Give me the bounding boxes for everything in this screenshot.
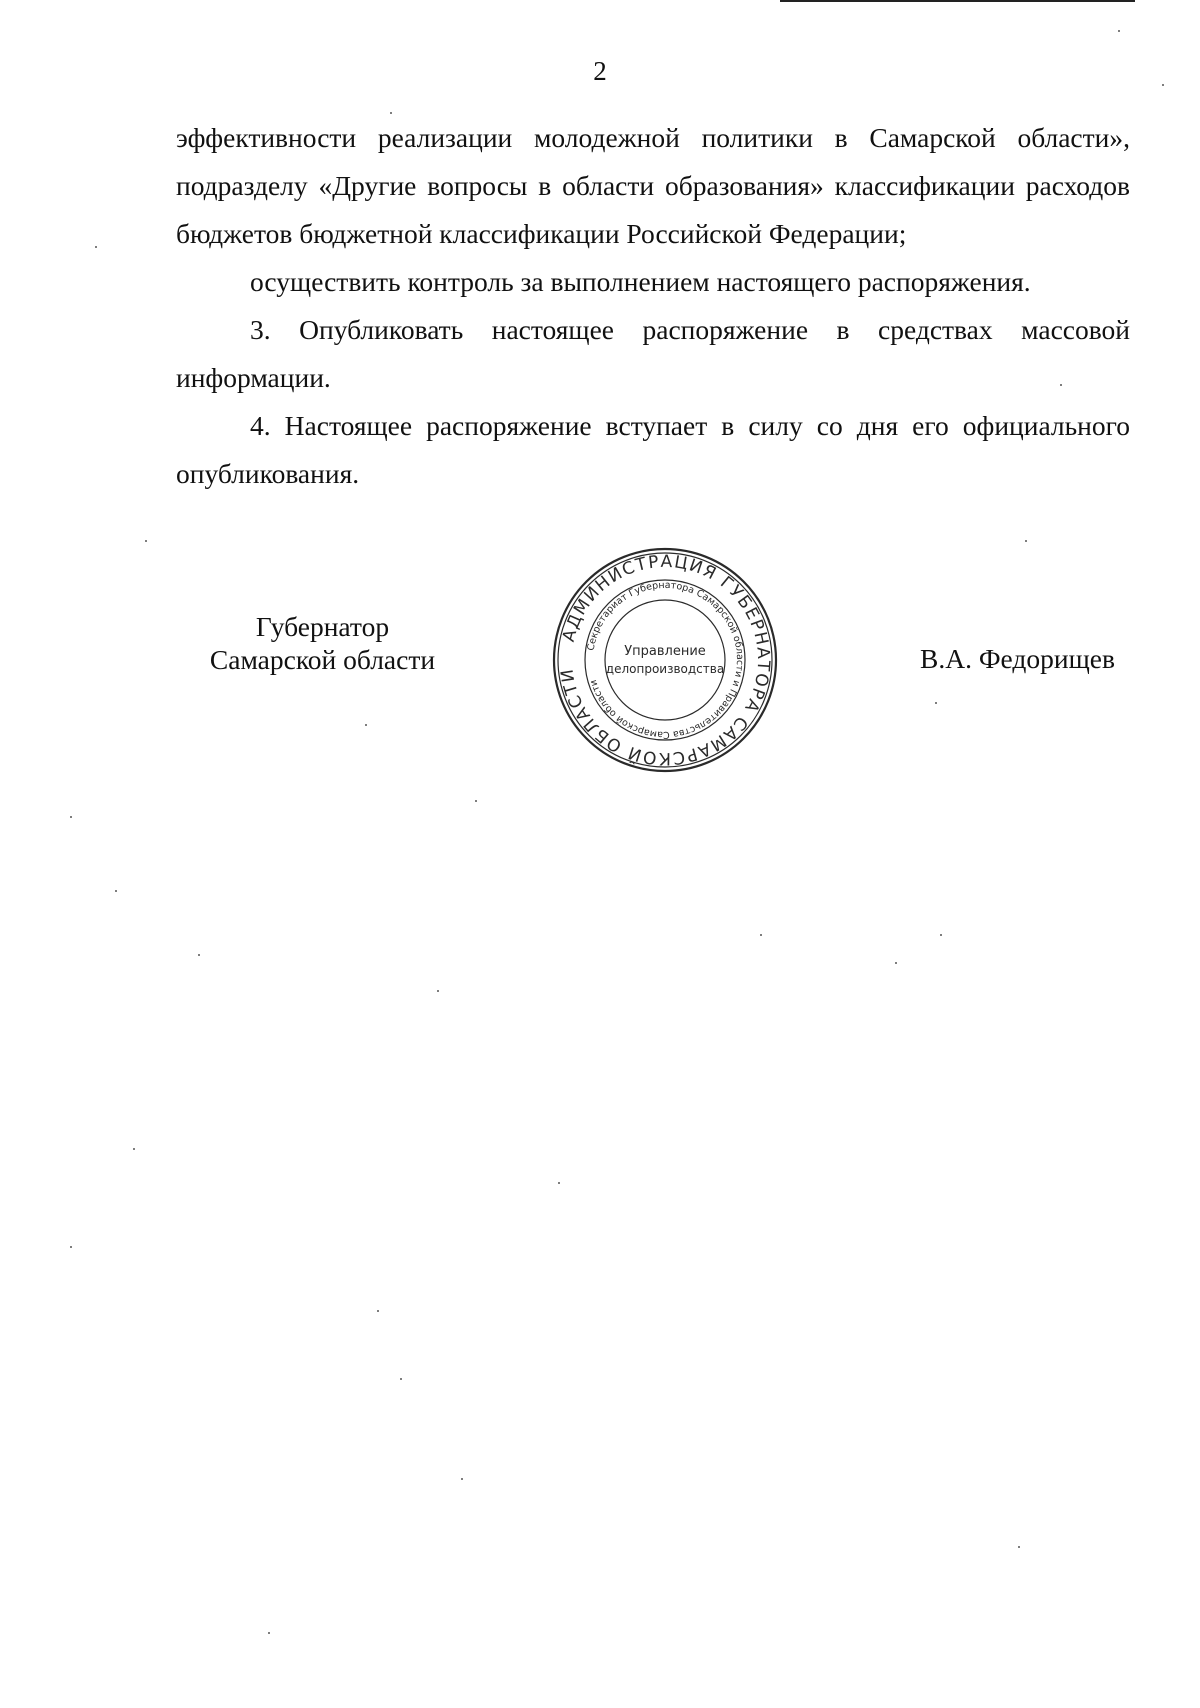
scan-speck	[1025, 540, 1027, 542]
signatory-title	[195, 610, 450, 676]
scan-speck	[115, 890, 117, 892]
scan-speck	[935, 702, 937, 704]
signatory-title-line-2: Самарской области	[209, 644, 436, 675]
signatory-title-line-1: Губернатор	[255, 611, 390, 642]
paragraph-continuation: эффективности реализации молодежной политики в Самарской области», подразделу «Другие вопросы в области образования» классификации расходов бюджетов бюджетной классификации Российской Федерации;	[176, 122, 1130, 249]
scan-speck	[198, 954, 200, 956]
seal-inner-text: Секретариат Губернатора Самарской области и Правительства Самарской области	[585, 579, 746, 741]
page-number: 2	[593, 56, 607, 86]
signatory-name: В.А. Федорищев	[920, 643, 1115, 674]
scan-speck	[390, 112, 392, 114]
scan-speck	[400, 1378, 402, 1380]
scan-speck	[760, 934, 762, 936]
scan-speck	[95, 246, 97, 248]
scan-speck	[145, 540, 147, 542]
scan-speck	[365, 724, 367, 726]
scan-speck	[133, 1148, 135, 1150]
scan-speck	[70, 816, 72, 818]
document-body	[176, 114, 1130, 498]
scan-speck	[1018, 1546, 1020, 1548]
scan-speck	[1060, 384, 1062, 386]
top-scan-rule	[780, 0, 1135, 2]
scan-speck	[377, 1310, 379, 1312]
scan-speck	[437, 990, 439, 992]
scan-speck	[1118, 30, 1120, 32]
scan-speck	[268, 1632, 270, 1634]
paragraph-control: осуществить контроль за выполнением настоящего распоряжения.	[250, 266, 1031, 297]
scan-speck	[940, 934, 942, 936]
seal-center-line-2: делопроизводства	[605, 662, 725, 676]
paragraph-item-3: 3. Опубликовать настоящее распоряжение в средствах массовой информации.	[176, 314, 1130, 393]
seal-outer-text: АДМИНИСТРАЦИЯ ГУБЕРНАТОРА САМАРСКОЙ ОБЛАСТИ	[557, 551, 774, 769]
scan-speck	[895, 962, 897, 964]
seal-center-line-1: Управление	[624, 644, 706, 659]
scan-speck	[461, 1478, 463, 1480]
paragraph-item-4: 4. Настоящее распоряжение вступает в силу со дня его официального опубликования.	[176, 410, 1130, 489]
scan-speck	[1162, 84, 1164, 86]
official-seal	[550, 545, 780, 775]
scan-speck	[558, 1182, 560, 1184]
scan-speck	[475, 800, 477, 802]
scan-speck	[70, 1246, 72, 1248]
